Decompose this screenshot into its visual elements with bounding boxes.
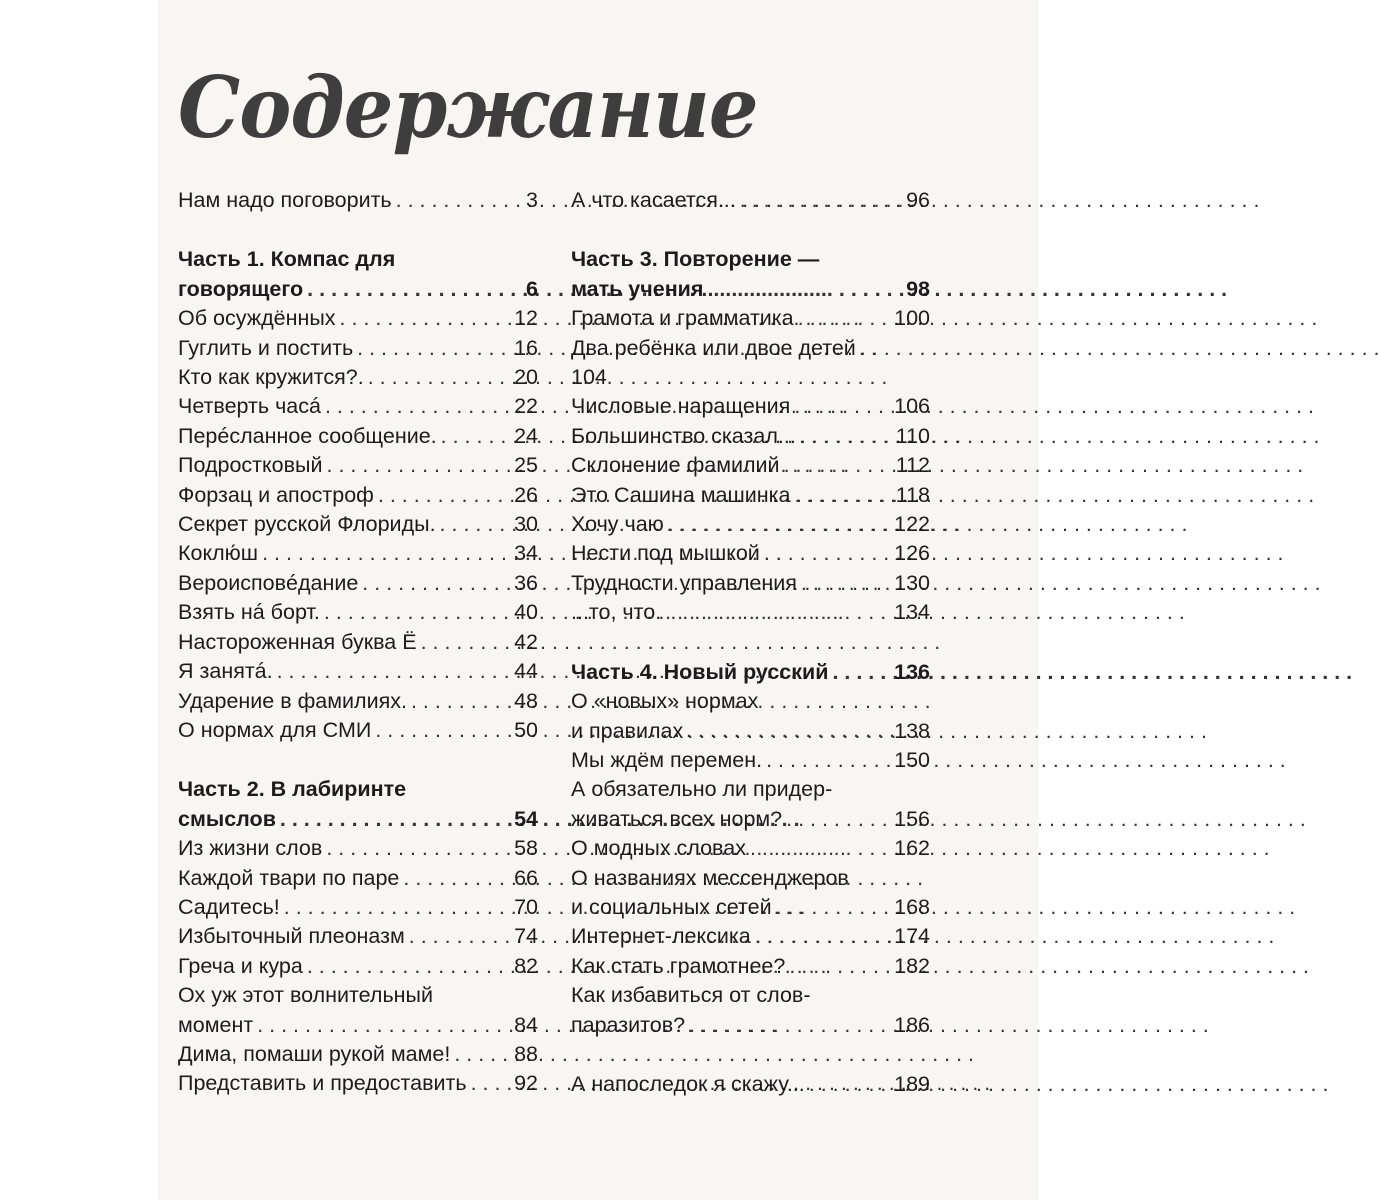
toc-entry [178, 981, 538, 1040]
dot-leader [750, 834, 890, 863]
toc-page-number: 26 [514, 482, 538, 507]
toc-entry-title: Избыточный плеоназм [178, 924, 405, 949]
toc-page-number: 48 [514, 688, 538, 713]
toc-entry-title: Два ребёнка или двое детей [571, 335, 856, 360]
toc-page-number: 168 [894, 894, 930, 919]
dot-leader [368, 363, 510, 392]
dot-leader [798, 304, 890, 333]
toc-entry-title-line: О названиях мессенджеров [571, 865, 849, 890]
toc-entry [571, 952, 930, 981]
toc-entry-title: Каждой твари по паре [178, 865, 400, 890]
dot-leader [357, 334, 510, 363]
toc-entry-title-line: О «новых» нормах [571, 689, 759, 714]
toc-page-number: 30 [514, 512, 538, 537]
toc-page-number: 84 [514, 1012, 538, 1037]
toc-page-number: 138 [894, 718, 930, 743]
toc-page-number: 16 [514, 335, 538, 360]
toc-page-number: 25 [514, 453, 538, 478]
toc-page-number: 58 [514, 836, 538, 861]
toc-entry-title: Часть 4. Новый русский [571, 659, 829, 684]
toc-page-number: 134 [894, 600, 930, 625]
toc-entry [571, 392, 930, 421]
toc-page-number: 110 [895, 423, 930, 448]
toc-entry-title: Мы ждём перемен. [571, 747, 763, 772]
dot-leader [665, 598, 890, 627]
toc-page-number: 162 [894, 836, 930, 861]
toc-entry-title: Представить и предоставить [178, 1071, 467, 1096]
toc-page-number: 44 [514, 659, 538, 684]
section-gap [571, 1040, 930, 1070]
dot-leader [668, 510, 890, 539]
toc-entry-title: Коклю́ш [178, 541, 259, 566]
dot-leader [362, 569, 510, 598]
dot-leader [440, 510, 511, 539]
toc-page-number: 92 [514, 1071, 538, 1096]
toc-entry-title: Дима, помаши рукой маме! [178, 1041, 451, 1066]
dot-leader [409, 922, 510, 951]
toc-page-number: 66 [514, 865, 538, 890]
toc-entry [178, 451, 538, 480]
dot-leader [454, 1040, 510, 1069]
toc-page-number: 82 [514, 953, 538, 978]
toc-entry-title-line: Как избавиться от слов- [571, 983, 811, 1008]
toc-page-number: 88 [514, 1041, 538, 1066]
section-gap [178, 215, 538, 245]
toc-entry-title: Взять нá борт. [178, 600, 320, 625]
toc-entry-title: Настороженная буква Ё [178, 629, 417, 654]
dot-leader [375, 716, 510, 745]
toc-entry [571, 775, 930, 834]
toc-part-heading [178, 245, 538, 304]
dot-leader [324, 598, 510, 627]
dot-leader [776, 893, 891, 922]
toc-entry [178, 598, 538, 627]
toc-page-number: 22 [514, 394, 538, 419]
toc-entry-title: Гуглить и постить [178, 335, 354, 360]
toc-entry-title: А напоследок я скажу... [571, 1071, 805, 1096]
dot-leader [764, 539, 890, 568]
toc-entry [178, 510, 538, 539]
dot-leader [794, 481, 891, 510]
toc-entry [178, 392, 538, 421]
toc-entry-title: Числовые наращения [571, 394, 791, 419]
toc-entry [178, 1069, 538, 1098]
toc-entry [571, 981, 930, 1040]
toc-entry [571, 186, 930, 215]
dot-leader [800, 422, 892, 451]
toc-entry-title: смыслов [178, 806, 276, 831]
dot-leader [755, 922, 890, 951]
dot-leader [325, 392, 510, 421]
toc-page-number: 118 [895, 482, 930, 507]
dot-leader [307, 952, 510, 981]
toc-entry [571, 539, 930, 568]
dot-leader [786, 805, 890, 834]
dot-leader [809, 1070, 890, 1099]
toc-entry [571, 1070, 930, 1099]
toc-page-number: 96 [906, 188, 930, 212]
dot-leader [784, 451, 892, 480]
toc-entry [571, 510, 930, 539]
dot-leader [326, 834, 510, 863]
toc-entry [178, 716, 538, 745]
toc-entry [571, 922, 930, 951]
toc-column-left [178, 186, 538, 1099]
toc-part-heading [571, 245, 930, 304]
dot-leader [284, 893, 510, 922]
toc-entry [571, 569, 930, 598]
toc-entry [571, 834, 930, 863]
toc-entry-title: Подростковый [178, 453, 323, 478]
toc-entry-title-line: Ох уж этот волнительный [178, 983, 433, 1008]
toc-page-number: 130 [894, 570, 930, 595]
toc-entry [178, 481, 538, 510]
toc-page-number: 74 [514, 924, 538, 949]
toc-page-number: 156 [894, 806, 930, 831]
toc-entry [571, 451, 930, 480]
dot-leader [766, 746, 890, 775]
toc-entry-title: Форзац и апостроф [178, 482, 374, 507]
toc-entry-title: ...то, что. [571, 600, 662, 625]
toc-page-number: 70 [514, 894, 538, 919]
toc-entry-title: Склонение фамилий [571, 453, 780, 478]
toc-entry [571, 481, 930, 510]
toc-entry [178, 893, 538, 922]
toc-page-number: 174 [894, 924, 930, 949]
toc-page-number: 100 [894, 306, 930, 331]
dot-leader [307, 275, 522, 304]
toc-entry-title-line: А обязательно ли придер- [571, 777, 833, 802]
dot-leader [411, 687, 510, 716]
toc-entry [178, 687, 538, 716]
toc-entry [178, 864, 538, 893]
toc-entry [178, 628, 538, 657]
toc-part-heading [571, 658, 930, 687]
toc-entry-title: Кто как кружится?. [178, 365, 364, 390]
toc-page-number: 150 [894, 747, 930, 772]
toc-entry-title: А что касается... [571, 188, 736, 212]
dot-leader [396, 186, 522, 215]
dot-leader [262, 539, 510, 568]
toc-entry-title: говорящего [178, 276, 304, 301]
toc-entry-title: и социальных сетей [571, 894, 772, 919]
toc-entry-title: мать учения [571, 276, 704, 301]
toc-entry-title: Интернет-лексика [571, 924, 751, 949]
toc-entry-title: Четверть часá [178, 394, 321, 419]
section-gap [178, 745, 538, 775]
toc-entry-title: Я занятá. [178, 659, 273, 684]
dot-leader [860, 334, 926, 363]
toc-page-number: 126 [894, 541, 930, 566]
toc-entry-title-line: Часть 3. Повторение — [571, 247, 820, 272]
toc-entry [178, 569, 538, 598]
dot-leader [327, 451, 511, 480]
toc-entry [178, 186, 538, 215]
toc-entry [571, 598, 930, 627]
toc-entry [178, 952, 538, 981]
toc-entry-title: Об осуждённых [178, 306, 336, 331]
dot-leader [340, 304, 511, 333]
toc-entry [571, 864, 930, 923]
toc-page-number: 40 [514, 600, 538, 625]
toc-page-number: 98 [906, 276, 930, 301]
toc-page-number: 12 [514, 306, 538, 331]
toc-entry-title: и правилах [571, 718, 684, 743]
toc-page-number: 112 [895, 453, 930, 478]
toc-column-right [571, 186, 930, 1099]
toc-entry-title: О нормах для СМИ [178, 717, 372, 742]
toc-entry [178, 334, 538, 363]
toc-entry [178, 363, 538, 392]
toc-entry-title: Греча и кура [178, 953, 303, 978]
toc-entry-title: живаться всех норм? [571, 806, 783, 831]
dot-leader [832, 658, 890, 687]
toc-entry-title: Ударение в фамилиях. [178, 688, 407, 713]
toc-entry-title: Трудности управления [571, 570, 797, 595]
toc-entry-title: паразитов? [571, 1012, 686, 1037]
toc-page-number: 136 [894, 659, 930, 684]
toc-page-number: 122 [894, 512, 930, 537]
section-gap [571, 215, 930, 245]
toc-page-number: 182 [894, 953, 930, 978]
dot-leader [789, 952, 890, 981]
toc-entry [571, 304, 930, 333]
toc-entry [571, 687, 930, 746]
toc-entry-title: 104 [571, 365, 607, 390]
toc-entry [178, 922, 538, 951]
toc-entry-title: Нести под мышкой [571, 541, 760, 566]
toc-page-number: 42 [514, 629, 538, 654]
toc-page-number: 50 [514, 717, 538, 742]
toc-entry [571, 334, 930, 363]
toc-entry-title: Из жизни слов [178, 836, 323, 861]
toc-entry [571, 746, 930, 775]
dot-leader [403, 864, 510, 893]
dot-leader [378, 481, 510, 510]
toc-page-number: 186 [894, 1012, 930, 1037]
dot-leader [689, 1011, 890, 1040]
dot-leader [801, 569, 890, 598]
toc-page-number: 24 [514, 423, 538, 448]
dot-leader [471, 1069, 511, 1098]
toc-page-number: 6 [526, 276, 538, 301]
toc-entry [178, 422, 538, 451]
toc-entry-title: О модных словах [571, 836, 746, 861]
toc-entry-title: Нам надо поговорить [178, 188, 392, 212]
toc-entry [178, 657, 538, 686]
toc-entry-title-line: Часть 2. В лабиринте [178, 777, 407, 802]
dot-leader [740, 186, 902, 215]
toc-entry-title: Перéсланное сообщение. [178, 423, 437, 448]
toc-entry [178, 1040, 538, 1069]
dot-leader [441, 422, 510, 451]
dot-leader [277, 657, 510, 686]
toc-entry [571, 363, 930, 392]
toc-entry-title: Грамота и грамматика [571, 306, 794, 331]
toc-entry-title: Это Сашина машинка [571, 482, 791, 507]
toc-entry-title: Хочу чаю [571, 512, 664, 537]
dot-leader [421, 628, 510, 657]
page-title: Содержание [178, 58, 758, 157]
toc-entry [571, 422, 930, 451]
toc-entry-title: Вероисповéдание [178, 570, 359, 595]
toc-entry-title: Большинство сказал... [571, 423, 796, 448]
toc-page-number: 54 [514, 806, 538, 831]
dot-leader [687, 717, 890, 746]
toc-entry [178, 304, 538, 333]
dot-leader [257, 1011, 510, 1040]
toc-entry [178, 834, 538, 863]
dot-leader [794, 392, 890, 421]
dot-leader [280, 805, 510, 834]
toc-page-number: 106 [894, 394, 930, 419]
toc-entry-title: Как стать грамотнее? [571, 953, 786, 978]
toc-page-number: 34 [514, 541, 538, 566]
toc-entry-title-line: Часть 1. Компас для [178, 247, 396, 272]
toc-page-number: 20 [514, 365, 538, 390]
toc-entry-title: Садитесь! [178, 894, 280, 919]
toc-entry-title: момент [178, 1012, 254, 1037]
toc-part-heading [178, 775, 538, 834]
section-gap [571, 628, 930, 658]
toc-page-number: 36 [514, 570, 538, 595]
dot-leader [707, 275, 902, 304]
toc-page-number: 189 [894, 1071, 930, 1096]
toc-entry [178, 539, 538, 568]
toc-page-number: 3 [526, 188, 538, 212]
toc-entry-title: Секрет русской Флориды. [178, 512, 436, 537]
